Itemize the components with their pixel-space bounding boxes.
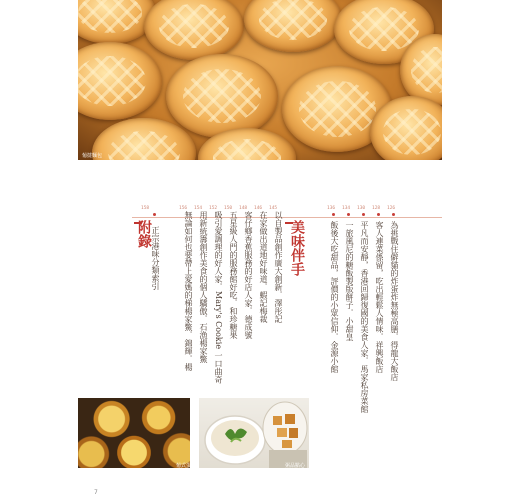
entry-marker bbox=[392, 213, 395, 216]
entry-page-number: 154 bbox=[194, 206, 203, 211]
entry-marker bbox=[377, 213, 380, 216]
appendix-page-number: 158 bbox=[141, 206, 150, 211]
list-item: 在家做出道地好味道．蝦記梅裁 bbox=[259, 211, 268, 323]
list-item: 五星級人門的服務館好吃．和珍糖果 bbox=[229, 211, 238, 339]
header-rule bbox=[132, 217, 442, 218]
list-item: 平凡而安靜，香港回歸復國的美食人家．馬家私房菜館 bbox=[360, 221, 369, 413]
entry-page-number: 156 bbox=[179, 206, 188, 211]
list-item: 客人連菜係留，吃出輕鬆人情味．祥興飯店 bbox=[375, 221, 384, 373]
food-partners-heading: 美味伴手 bbox=[289, 220, 305, 276]
entry-page-number: 148 bbox=[239, 206, 248, 211]
congee-photo-caption: 粥品點心 bbox=[285, 463, 306, 469]
page-number: 7 bbox=[94, 489, 98, 496]
appendix-entry: 正宗港味分類索引 bbox=[151, 226, 160, 290]
pastry-photo bbox=[78, 0, 442, 160]
list-item: 客仔鄉香蕉服務的好店人家．德成號 bbox=[244, 211, 253, 339]
entry-page-number: 134 bbox=[342, 206, 351, 211]
entry-page-number: 150 bbox=[224, 206, 233, 211]
congee-illustration bbox=[199, 398, 309, 468]
appendix-heading: 附錄 bbox=[136, 220, 152, 248]
entry-page-number: 145 bbox=[269, 206, 278, 211]
pastry-photo-caption: 葡撻麵包 bbox=[82, 153, 103, 159]
egg-tart-photo bbox=[78, 398, 190, 468]
list-item: 一旅風尼的糖飯製版餅子．小甜皇 bbox=[345, 221, 354, 341]
list-item: 以自製品創作廣大創新．澤彤記 bbox=[274, 211, 283, 323]
list-item: 為挑戰住僻貓的炸蛋炸無極高膳．得龍大飯店 bbox=[390, 221, 399, 381]
egg-tart-photo-caption: 葡式蛋撻 bbox=[176, 463, 197, 469]
list-item: 無論如何也要帶上愛媽的梯楊家鱉．錦輝．楊 bbox=[184, 211, 193, 371]
list-item: 吸引愛調理的好人家．Mary's Cookie 一口曲奇 bbox=[214, 211, 223, 384]
entry-page-number: 146 bbox=[254, 206, 263, 211]
entry-marker bbox=[362, 213, 365, 216]
entry-page-number: 126 bbox=[387, 206, 396, 211]
congee-photo bbox=[199, 398, 309, 468]
list-item: 用新統籌創作美食的個人驕傲．石漁楊家鱉 bbox=[199, 211, 208, 363]
entry-marker bbox=[347, 213, 350, 216]
entry-page-number: 136 bbox=[327, 206, 336, 211]
appendix-marker bbox=[153, 213, 156, 216]
entry-page-number: 130 bbox=[357, 206, 366, 211]
entry-page-number: 152 bbox=[209, 206, 218, 211]
entry-page-number: 128 bbox=[372, 206, 381, 211]
list-item: 飯後大吃甜品，評價的小眾信仰．金源小館 bbox=[330, 221, 339, 373]
entry-marker bbox=[332, 213, 335, 216]
